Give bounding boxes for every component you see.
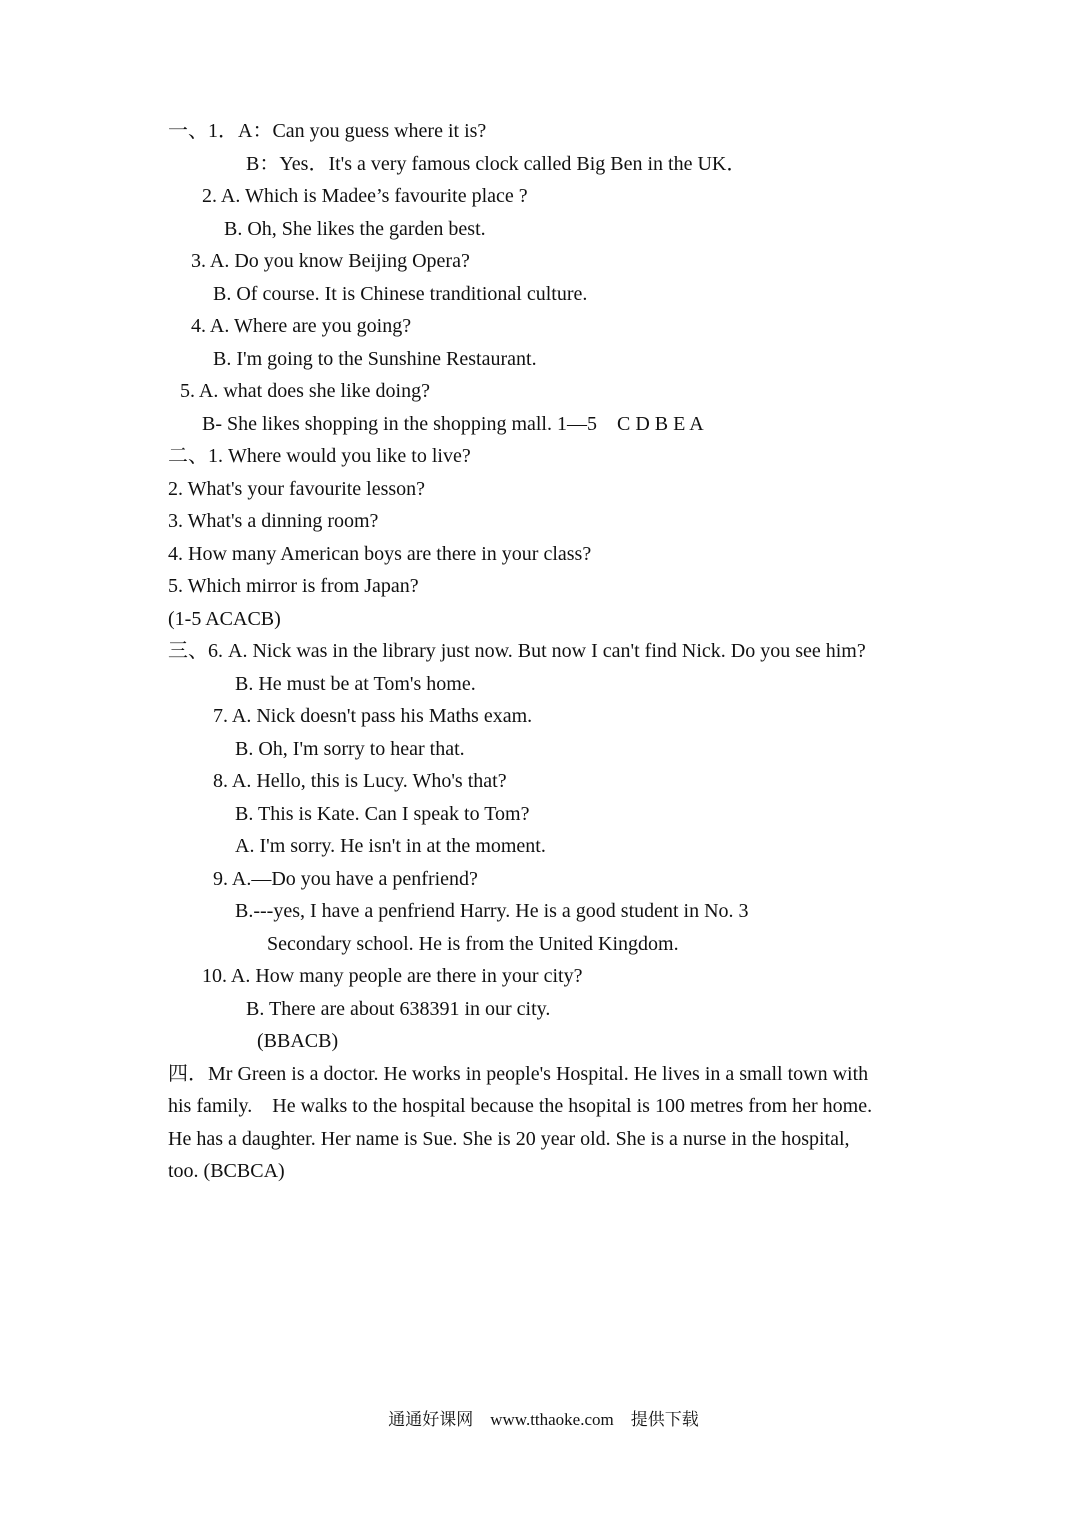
section1-q2-a: 2. A. Which is Madee’s favourite place ? bbox=[202, 185, 528, 207]
section3-q10-a: 10. A. How many people are there in your city? bbox=[202, 965, 583, 987]
page-footer: 通通好课网 www.tthaoke.com 提供下载 bbox=[388, 1410, 699, 1429]
section3-q8-a2: A. I'm sorry. He isn't in at the moment. bbox=[235, 835, 546, 857]
section2-q5: 5. Which mirror is from Japan? bbox=[168, 575, 419, 597]
section1-q2-b: B. Oh, She likes the garden best. bbox=[224, 218, 486, 240]
section4-line4: too. (BCBCA) bbox=[168, 1160, 285, 1182]
section3-q9-b2: Secondary school. He is from the United Kingdom. bbox=[267, 933, 679, 955]
section1-q4-b: B. I'm going to the Sunshine Restaurant. bbox=[213, 348, 537, 370]
section3-q9-b: B.---yes, I have a penfriend Harry. He is a good student in No. 3 bbox=[235, 900, 749, 922]
section1-q3-a: 3. A. Do you know Beijing Opera? bbox=[191, 250, 470, 272]
section4-line3: He has a daughter. Her name is Sue. She is 20 year old. She is a nurse in the hospital, bbox=[168, 1128, 850, 1150]
section3-q7-b: B. Oh, I'm sorry to hear that. bbox=[235, 738, 465, 760]
section2-q1: 二、1. Where would you like to live? bbox=[168, 445, 471, 467]
section3-q8-a: 8. A. Hello, this is Lucy. Who's that? bbox=[213, 770, 507, 792]
section3-q6-a: 三、6. A. Nick was in the library just now. But now I can't find Nick. Do you see him? bbox=[168, 640, 866, 662]
section3-q9-a: 9. A.—Do you have a penfriend? bbox=[213, 868, 478, 890]
section3-q10-b: B. There are about 638391 in our city. bbox=[246, 998, 551, 1020]
section1-q4-a: 4. A. Where are you going? bbox=[191, 315, 412, 337]
section2-answers: (1-5 ACACB) bbox=[168, 608, 281, 630]
section1-q1-a: 一、1．A：Can you guess where it is? bbox=[168, 120, 487, 142]
section2-q3: 3. What's a dinning room? bbox=[168, 510, 379, 532]
section3-q6-b: B. He must be at Tom's home. bbox=[235, 673, 476, 695]
section2-q2: 2. What's your favourite lesson? bbox=[168, 478, 426, 500]
section1-q1-b: B：Yes．It's a very famous clock called Big Ben in the UK． bbox=[246, 153, 747, 175]
section4-line1: 四．Mr Green is a doctor. He works in people's Hospital. He lives in a small town with bbox=[168, 1063, 869, 1085]
section3-q8-b: B. This is Kate. Can I speak to Tom? bbox=[235, 803, 530, 825]
section2-q4: 4. How many American boys are there in your class? bbox=[168, 543, 592, 565]
section3-answers: (BBACB) bbox=[257, 1030, 339, 1052]
section1-q5-a: 5. A. what does she like doing? bbox=[180, 380, 430, 402]
section1-q3-b: B. Of course. It is Chinese tranditional culture. bbox=[213, 283, 588, 305]
section3-q7-a: 7. A. Nick doesn't pass his Maths exam. bbox=[213, 705, 533, 727]
section4-line2: his family. He walks to the hospital because the hsopital is 100 metres from her home. bbox=[168, 1095, 873, 1117]
section1-q5-b: B- She likes shopping in the shopping mall. 1—5 C D B E A bbox=[202, 413, 704, 435]
